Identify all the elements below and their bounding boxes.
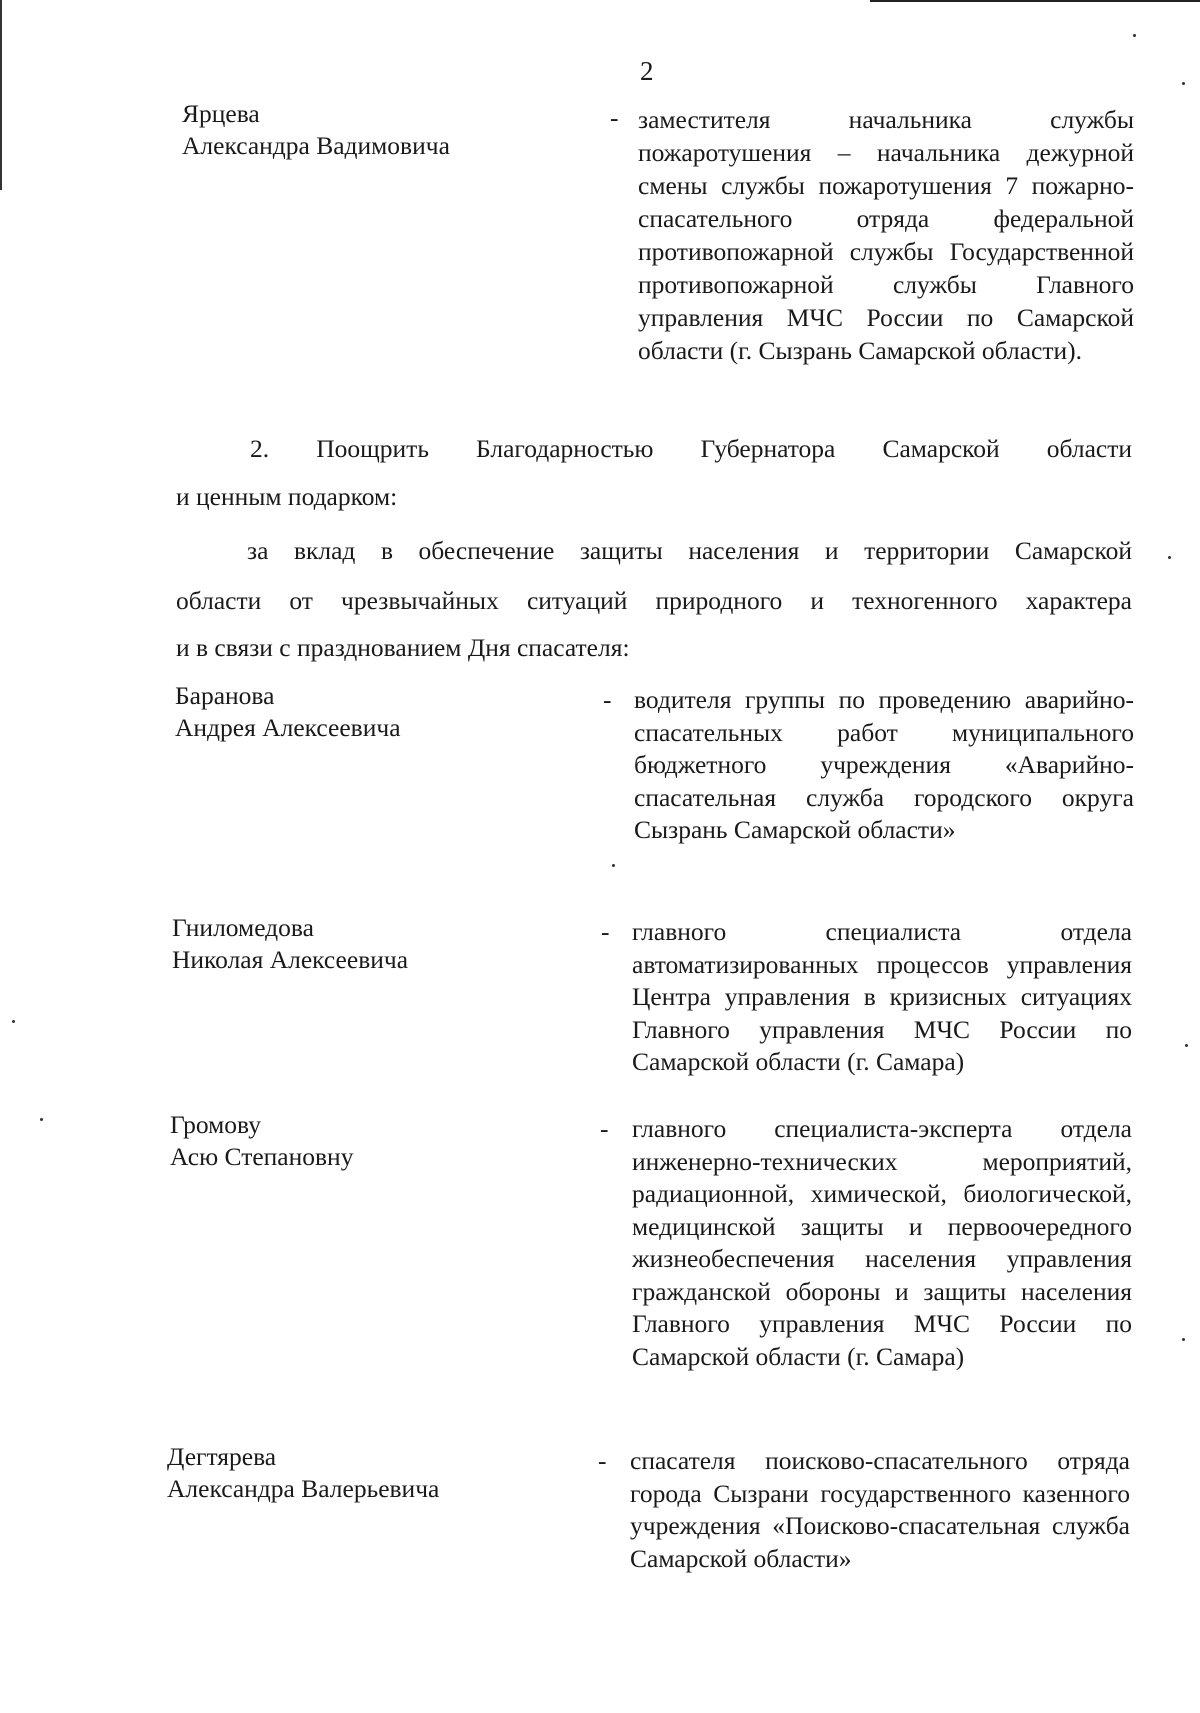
scan-speck <box>12 1020 15 1023</box>
scan-edge <box>0 0 2 190</box>
recipient-position: главного специалиста отдела автоматизированных процессов управления Центра управления в кризисных ситуациях Главного управления МЧС России по Самарской области (г. Самара) <box>632 917 1132 1076</box>
scan-speck <box>1133 34 1136 37</box>
entry-dash: - <box>600 1114 609 1143</box>
recipient-surname: Дегтярева <box>167 1442 277 1471</box>
entry-dash: - <box>603 685 612 714</box>
recipient-given-names: Александра Вадимовича <box>182 131 450 160</box>
top-rule <box>870 0 1200 2</box>
recipient-position: главного специалиста-эксперта отдела инженерно-технических мероприятий, радиационной, химической, биологической, медицинской защиты и первоочередного жизнеобеспечения населения управления гражданской обороны и защиты населения Главного управления МЧС России по Самарской области (г. Самара) <box>632 1114 1132 1371</box>
recipient-name <box>170 1109 353 1173</box>
recipient-position: заместителя начальника службы пожаротушения – начальника дежурной смены службы пожаротушения 7 пожарно-спасательного отряда федеральной противопожарной службы Государственной противопожарной службы Главного управления МЧС России по Самарской области (г. Сызрань Самарской области). <box>638 105 1134 365</box>
reason-line-3: и в связи с празднованием Дня спасателя: <box>176 633 630 662</box>
recipient-name <box>182 98 450 162</box>
recipient-given-names: Николая Алексеевича <box>172 945 409 974</box>
reason-line-1: за вклад в обеспечение защиты населения и территории Самарской <box>247 536 1132 565</box>
scan-speck <box>1182 82 1185 85</box>
entry-dash: - <box>601 917 610 946</box>
recipient-surname: Гниломедова <box>172 913 314 942</box>
recipient-surname: Громову <box>170 1110 261 1139</box>
recipient-name <box>172 912 408 976</box>
reason-line-2: области от чрезвычайных ситуаций природного и техногенного характера <box>176 586 1132 615</box>
scan-speck <box>1185 1044 1188 1047</box>
scan-speck <box>1168 556 1171 559</box>
recipient-name <box>167 1441 439 1505</box>
recipient-name <box>175 680 401 744</box>
entry-dash: - <box>598 1446 607 1475</box>
clause-2-line-2: и ценным подарком: <box>176 482 398 511</box>
page-number: 2 <box>640 56 654 86</box>
scan-speck <box>40 1118 43 1121</box>
recipient-given-names: Асю Степановну <box>170 1142 354 1171</box>
scan-speck <box>612 864 615 867</box>
recipient-position: водителя группы по проведению аварийно-спасательных работ муниципального бюджетного учреждения «Аварийно-спасательная служба городского округа Сызрань Самарской области» <box>634 685 1134 844</box>
recipient-position: спасателя поисково-спасательного отряда города Сызрани государственного казенного учреждения «Поисково-спасательная служба Самарской области» <box>630 1446 1130 1573</box>
clause-2-line-1: 2. Поощрить Благодарностью Губернатора Самарской области <box>250 434 1132 463</box>
scan-speck <box>1182 1338 1185 1341</box>
recipient-surname: Ярцева <box>182 99 260 128</box>
recipient-given-names: Александра Валерьевича <box>167 1474 440 1503</box>
recipient-given-names: Андрея Алексеевича <box>175 713 401 742</box>
recipient-surname: Баранова <box>175 681 275 710</box>
entry-dash: - <box>610 103 619 132</box>
